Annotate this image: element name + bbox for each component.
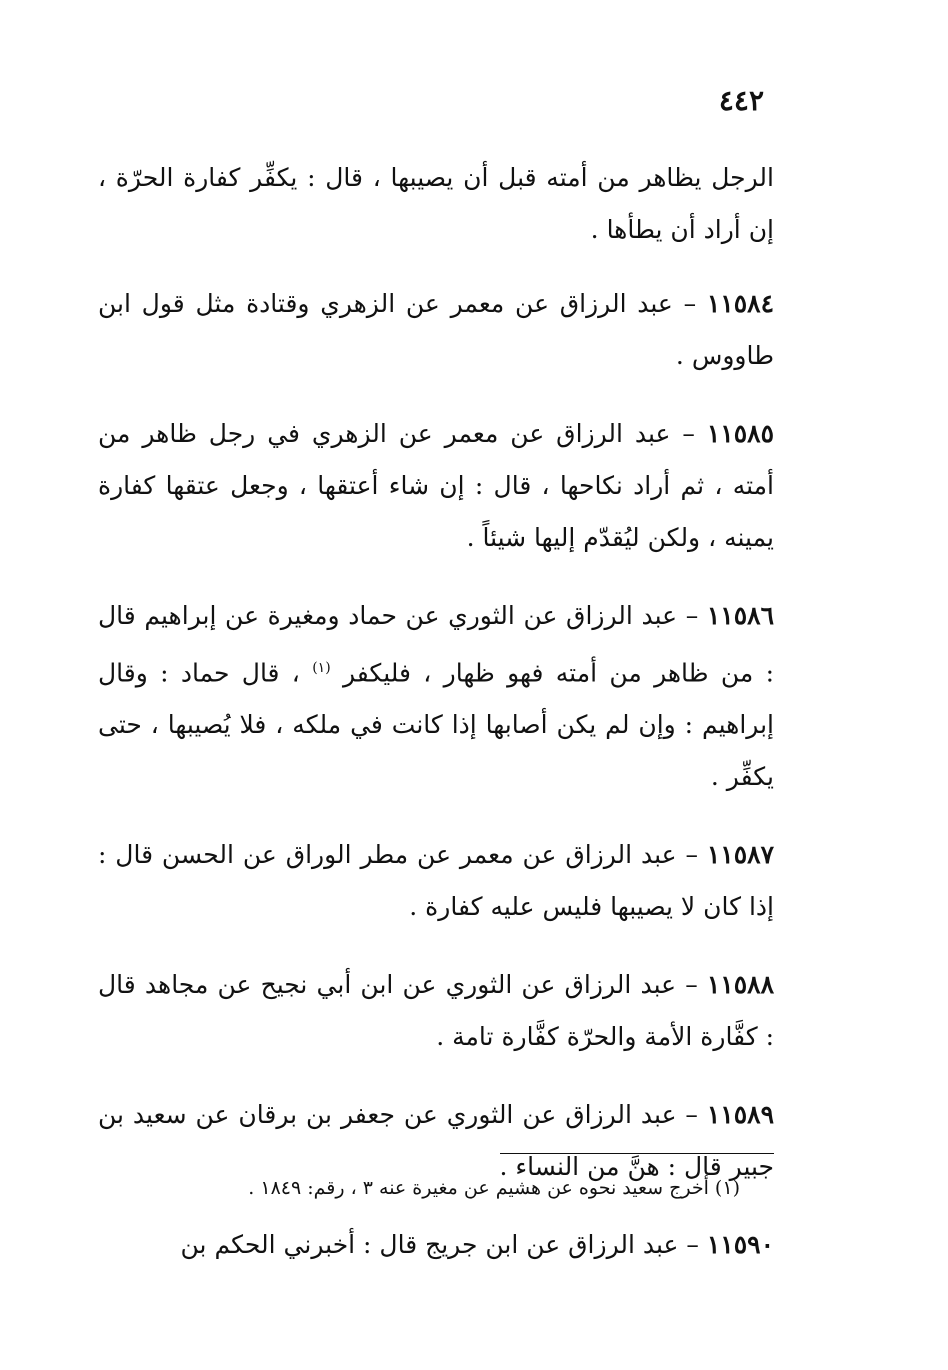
page-number: ٤٤٢: [718, 84, 764, 117]
hadith-text: – عبد الرزاق عن الثوري عن جعفر بن برقان عن سعيد بن جبير قال : هنَّ من النساء .: [98, 1100, 774, 1182]
footnote-divider: [500, 1153, 774, 1154]
hadith-number: ١١٥٨٧: [706, 840, 774, 870]
hadith-text: – عبد الرزاق عن الثوري عن ابن أبي نجيح عن مجاهد قال : كفَّارة الأمة والحرّة كفَّارة تامة .: [98, 970, 774, 1052]
hadith-paragraph: [98, 590, 774, 803]
hadith-number: ١١٥٩٠: [706, 1230, 774, 1260]
hadith-text: – عبد الرزاق عن ابن جريج قال : أخبرني الحكم بن: [180, 1230, 699, 1260]
hadith-paragraph: [98, 959, 774, 1063]
continuation-paragraph: الرجل يظاهر من أمته قبل أن يصيبها ، قال : يكفِّر كفارة الحرّة ، إن أراد أن يطأها .: [98, 163, 774, 244]
hadith-paragraph: [98, 278, 774, 382]
hadith-number: ١١٥٨٦: [706, 601, 774, 630]
footnote-reference[interactable]: (١): [312, 660, 331, 676]
hadith-text: – عبد الرزاق عن معمر عن الزهري وقتادة مثل قول ابن طاووس .: [98, 289, 774, 370]
hadith-paragraph: [98, 1219, 774, 1271]
hadith-paragraph: [98, 408, 774, 564]
main-text: [98, 152, 774, 1297]
hadith-number: ١١٥٨٨: [706, 970, 774, 1000]
hadith-paragraph: [98, 829, 774, 933]
hadith-number: ١١٥٨٥: [706, 419, 775, 448]
hadith-number: ١١٥٨٩: [706, 1100, 774, 1130]
hadith-text: – عبد الرزاق عن الثوري عن حماد ومغيرة عن إبراهيم قال : من ظاهر من أمته فهو ظهار ، فليكفر: [98, 601, 775, 688]
hadith-text-continued: ، قال حماد : وقال إبراهيم : وإن لم يكن أصابها إذا كانت في ملكه ، فلا يُصيبها ، حتى يكفِّر .: [98, 658, 774, 792]
hadith-text: – عبد الرزاق عن معمر عن الزهري في رجل ظاهر من أمته ، ثم أراد نكاحها ، قال : إن شاء أعتقها ، وجعل عتقها كفارة يمينه ، ولكن ليُقدّم إليها شيئاً .: [98, 419, 774, 552]
hadith-number: ١١٥٨٤: [706, 289, 774, 318]
hadith-text: – عبد الرزاق عن معمر عن مطر الوراق عن الحسن قال : إذا كان لا يصيبها فليس عليه كفارة .: [98, 840, 774, 922]
footnote: (١) أخرج سعيد نحوه عن هشيم عن مغيرة عنه ٣ ، رقم: ١٨٤٩ .: [248, 1177, 740, 1199]
